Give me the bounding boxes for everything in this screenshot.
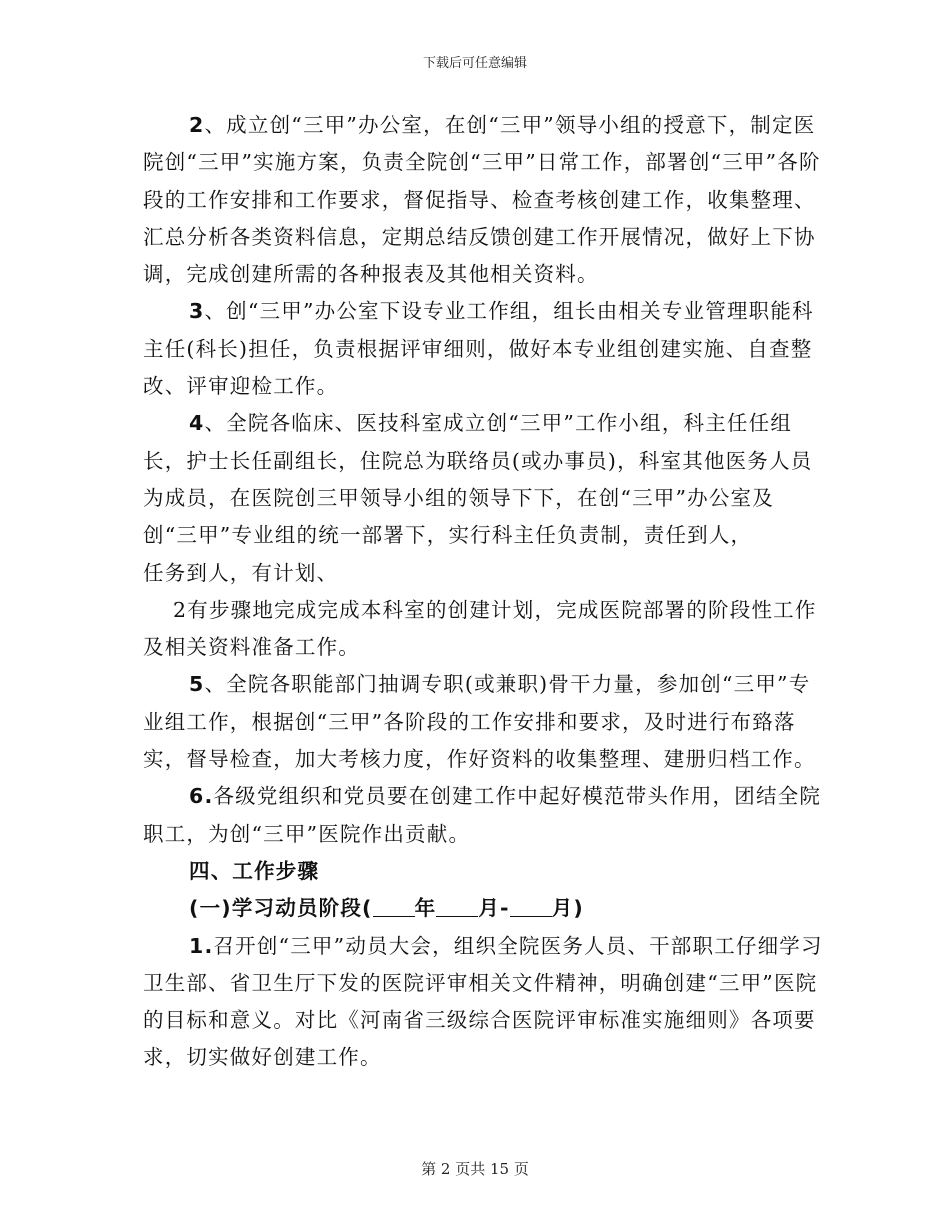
paragraph-5 [143, 666, 823, 778]
paragraph-text: 、成立创“三甲”办公室，在创“三甲”领导小组的授意下，制定医院创“三甲”实施方案，负责全院创“三甲”日常工作，部署创“三甲”各阶段的工作安排和工作要求，督促指导、检查考核创建工作，收集整理、汇总分析各类资料信息，定期总结反馈创建工作开展情况，做好上下协调，完成创建所需的各种报表及其他相关资料。 [143, 113, 821, 287]
paragraph-text: 2有步骤地完成完成本科室的创建计划，完成医院部署的阶段性工作及相关资料准备工作。 [143, 597, 817, 660]
paragraph-4 [143, 405, 823, 554]
paragraph-text: 各级党组织和党员要在创建工作中起好模范带头作用，团结全院职工，为创“三甲”医院作出贡献。 [143, 784, 822, 846]
item-number: 6. [189, 784, 214, 809]
subheading-month-2: 月) [551, 896, 585, 921]
blank-line [436, 896, 478, 917]
paragraph-text: 召开创“三甲”动员大会，组织全院医务人员、干部职工仔细学习卫生部、省卫生厅下发的医院评审相关文件精神，明确创建“三甲”医院的目标和意义。对比《河南省三级综合医院评审标准实施细则》各项要求，切实做好创建工作。 [143, 933, 823, 1070]
subheading-prefix: (一)学习动员阶段( [189, 896, 373, 921]
page-header: 下载后可任意编辑 [422, 56, 527, 71]
item-number: 2 [189, 113, 205, 137]
item-number: 1. [189, 933, 214, 958]
item-number: 5 [189, 672, 205, 697]
page-footer: 第 2 页共 15 页 [421, 1160, 529, 1178]
paragraph-text: 、全院各临床、医技科室成立创“三甲”工作小组，科主任任组长，护士长任副组长，住院总为联络员(或办事员)，科室其他医务人员为成员，在医院创三甲领导小组的领导下下，在创“三甲”办公室及创“三甲”专业组的统一部署下，实行科主任负责制，责任到人， [143, 411, 813, 548]
paragraph-3 [143, 293, 823, 405]
paragraph-4-continued [143, 555, 823, 592]
blank-line [373, 896, 415, 917]
document-body [143, 107, 823, 1077]
paragraph-text: 、全院各职能部门抽调专职(或兼职)骨干力量，参加创“三甲”专业组工作，根据创“三甲”各阶段的工作安排和要求，及时进行布臵落实，督导检查，加大考核力度，作好资料的收集整理、建册归档工作。 [143, 672, 816, 772]
paragraph-text: 、创“三甲”办公室下设专业工作组，组长由相关专业管理职能科主任(科长)担任，负责根据评审细则，做好本专业组创建实施、自查整改、评审迎检工作。 [143, 299, 814, 399]
paragraph-4-step-2 [143, 592, 823, 667]
section-heading: 四、工作步骤 [189, 858, 320, 883]
item-number: 3 [189, 299, 205, 324]
subheading-month-1: 月- [478, 896, 510, 921]
item-number: 4 [189, 411, 205, 436]
paragraph-6 [143, 778, 823, 853]
paragraph-2 [143, 107, 823, 293]
subsection-heading [143, 890, 823, 927]
step-1-paragraph [143, 928, 823, 1077]
subheading-year: 年 [414, 896, 437, 921]
blank-line [510, 896, 552, 917]
paragraph-text: 任务到人，有计划、 [143, 560, 339, 585]
